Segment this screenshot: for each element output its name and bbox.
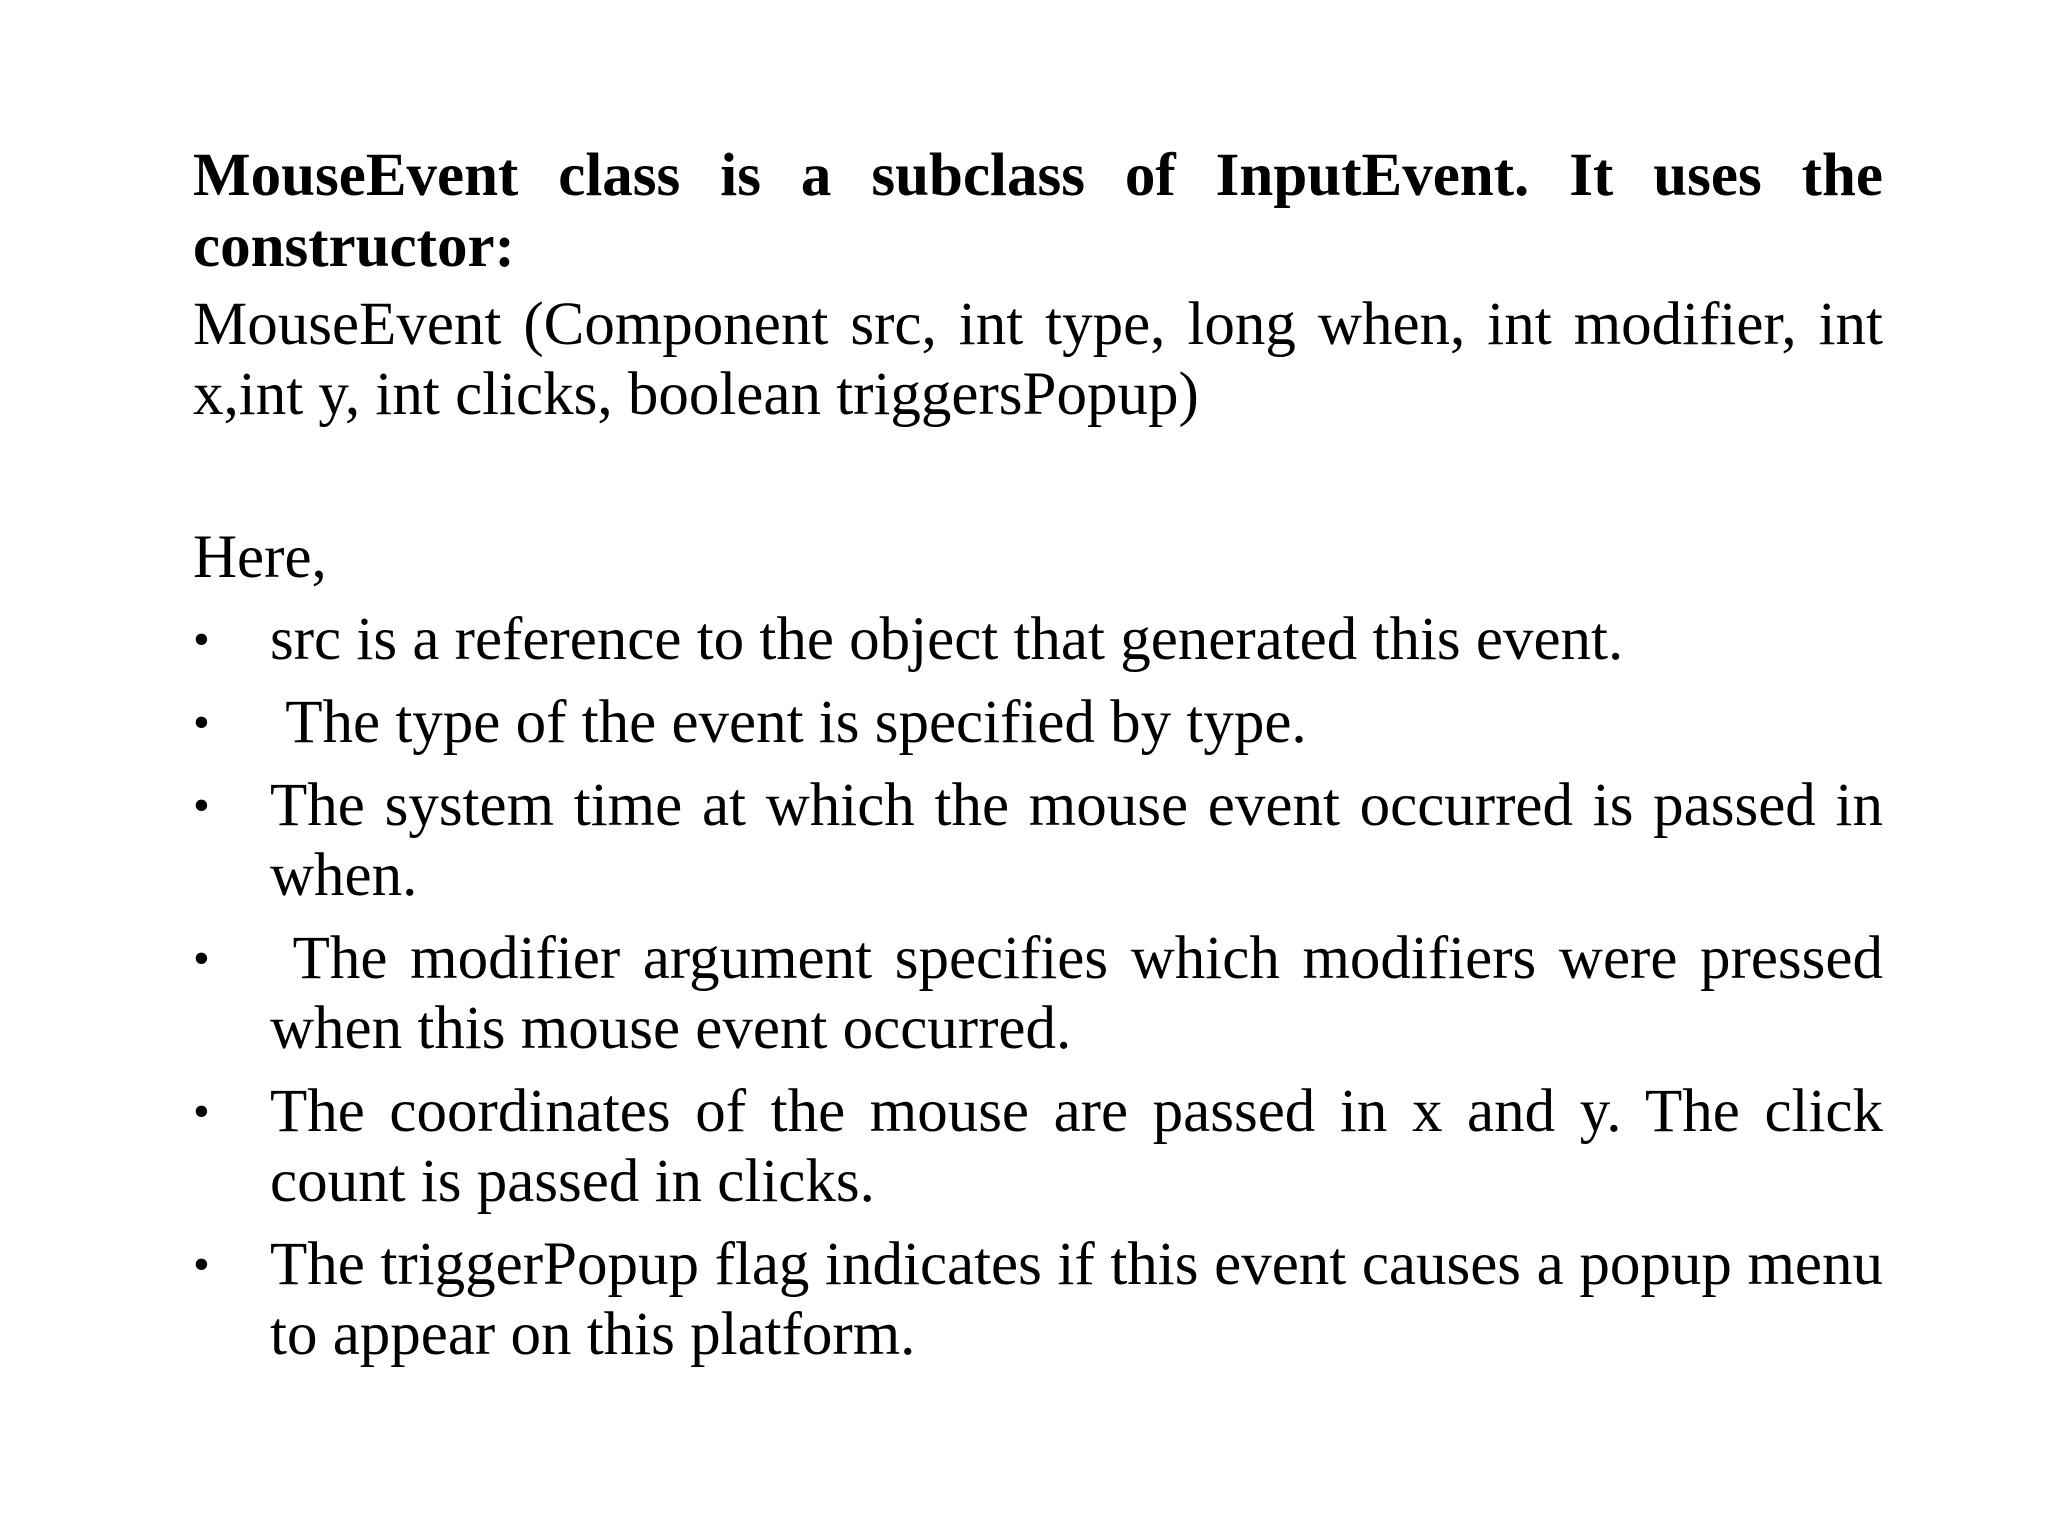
bullet-text: The modifier argument specifies which modifiers were pressed when this mouse event occurred. [270,925,1899,1062]
bullet-item-trigger-popup [193,1230,1883,1370]
intro-text: Here, [193,524,327,591]
bullet-text: The coordinates of the mouse are passed in x and y. The click count is passed in clicks. [270,1078,1883,1215]
slide-heading: MouseEvent class is a subclass of InputEvent. It uses the constructor: [193,142,1883,280]
bullet-item-when [193,771,1883,911]
bullet-icon: • [193,613,210,666]
bullet-item-modifier [193,924,1899,1064]
bullet-item-src [193,605,1883,675]
bullet-list [193,605,1899,1370]
bullet-icon: • [193,779,210,832]
bullet-icon: • [193,932,210,985]
bullet-item-type [193,688,1883,758]
bullet-icon: • [193,696,210,749]
constructor-signature: MouseEvent (Component src, int type, long when, int modifier, int x,int y, int clicks, boolean triggersPopup) [193,291,1883,428]
bullet-text: The triggerPopup flag indicates if this event causes a popup menu to appear on this platform. [270,1231,1883,1368]
bullet-text: The type of the event is specified by type. [270,689,1307,756]
bullet-icon: • [193,1238,210,1291]
bullet-text: The system time at which the mouse event occurred is passed in when. [270,772,1883,909]
bullet-item-coordinates [193,1077,1883,1217]
bullet-text: src is a reference to the object that generated this event. [270,606,1624,673]
slide-content [193,140,1899,1370]
bullet-icon: • [193,1085,210,1138]
